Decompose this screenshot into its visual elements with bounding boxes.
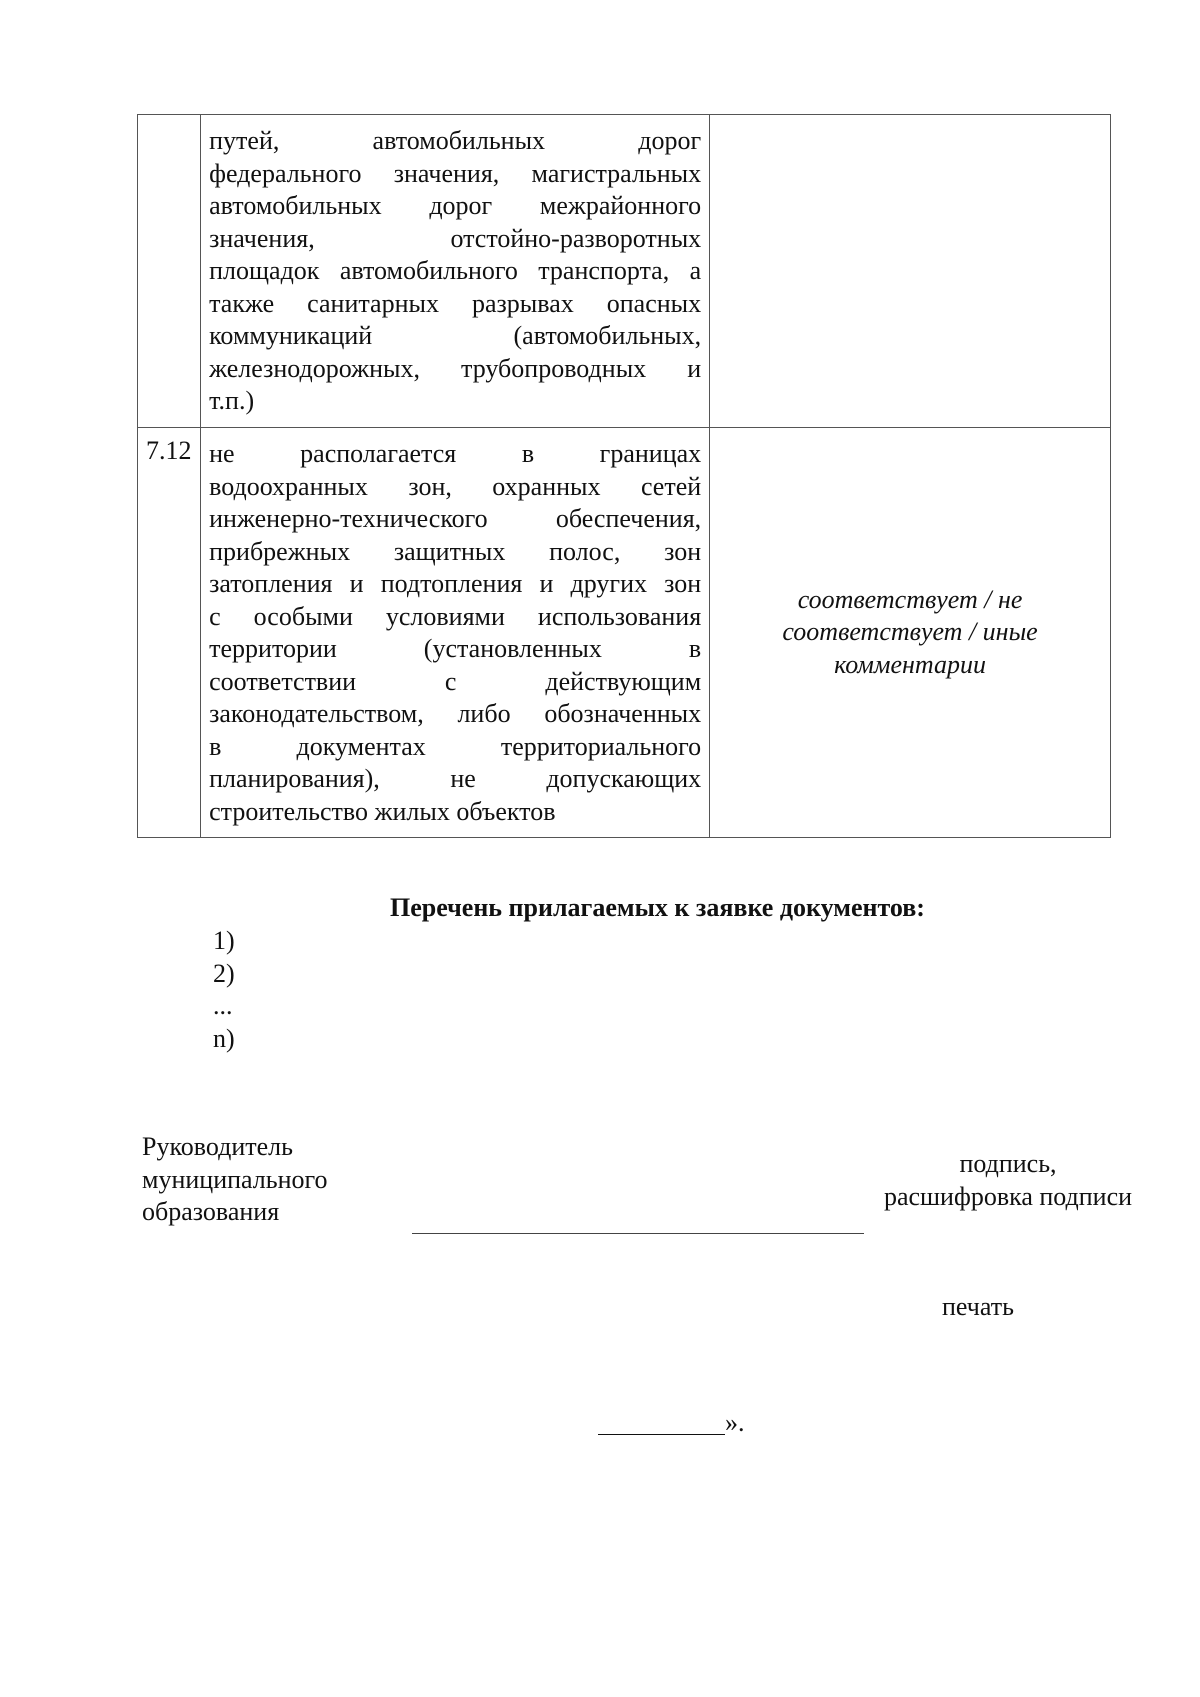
documents-heading: Перечень прилагаемых к заявке документов:	[390, 893, 925, 922]
criterion-line: федерального значения, магистральных	[209, 158, 702, 188]
blank-line	[598, 1408, 725, 1435]
criterion-line: значения, отстойно-разворотных	[209, 223, 702, 253]
criterion-line: путей, автомобильных дорог	[209, 126, 702, 155]
closing-quote: ».	[725, 1408, 745, 1437]
list-item: 1)	[213, 926, 235, 955]
status-line: соответствует / не	[797, 584, 1023, 614]
signature-line	[412, 1233, 864, 1234]
criterion-line: соответствии с действующим	[209, 666, 702, 696]
criterion-line: также санитарных разрывах опасных	[209, 288, 702, 318]
criterion-line: железнодорожных, трубопроводных и	[209, 353, 702, 383]
table-row	[138, 115, 1111, 428]
criterion-line: в документах территориального	[209, 731, 702, 761]
criterion-line: водоохранных зон, охранных сетей	[209, 471, 702, 501]
list-item: 2)	[213, 958, 235, 988]
criterion-line: строительство жилых объектов	[209, 796, 556, 826]
criterion-line: не располагается в границах	[209, 439, 702, 468]
criterion-line: затопления и подтопления и других зон	[209, 569, 702, 598]
criterion-line: планирования), не допускающих	[209, 764, 702, 793]
role-line: образования	[142, 1197, 280, 1226]
criterion-line: с особыми условиями использования	[209, 601, 702, 631]
row-number	[138, 115, 201, 428]
row-number: 7.12	[138, 428, 201, 838]
table-row	[138, 428, 1111, 838]
closing-line	[598, 1408, 745, 1438]
hint-line: подпись,	[959, 1149, 1057, 1178]
list-item: ...	[213, 991, 233, 1020]
criteria-table	[137, 114, 1111, 838]
criterion-line: прибрежных защитных полос, зон	[209, 536, 702, 566]
status-cell	[710, 115, 1111, 428]
criterion-line: инженерно-технического обеспечения,	[209, 504, 702, 533]
criterion-line: коммуникаций (автомобильных,	[209, 321, 702, 350]
criterion-line: площадок автомобильного транспорта, а	[209, 256, 702, 285]
documents-list	[213, 925, 235, 1055]
criterion-text	[201, 428, 710, 838]
status-line: соответствует / иные	[782, 617, 1038, 647]
criterion-line: территории (установленных в	[209, 634, 702, 663]
role-line: муниципального	[142, 1164, 328, 1194]
list-item: n)	[213, 1023, 235, 1053]
criterion-line: законодательством, либо обозначенных	[209, 699, 702, 728]
signatory-role	[142, 1131, 328, 1229]
role-line: Руководитель	[142, 1132, 293, 1161]
status-line: комментарии	[834, 649, 987, 679]
criterion-text	[201, 115, 710, 428]
signature-hint	[870, 1148, 1146, 1213]
hint-line: расшифровка подписи	[883, 1181, 1133, 1211]
seal-label: печать	[942, 1292, 1014, 1321]
criterion-line: автомобильных дорог межрайонного	[209, 191, 702, 220]
criterion-line: т.п.)	[209, 386, 255, 415]
status-cell	[710, 428, 1111, 838]
